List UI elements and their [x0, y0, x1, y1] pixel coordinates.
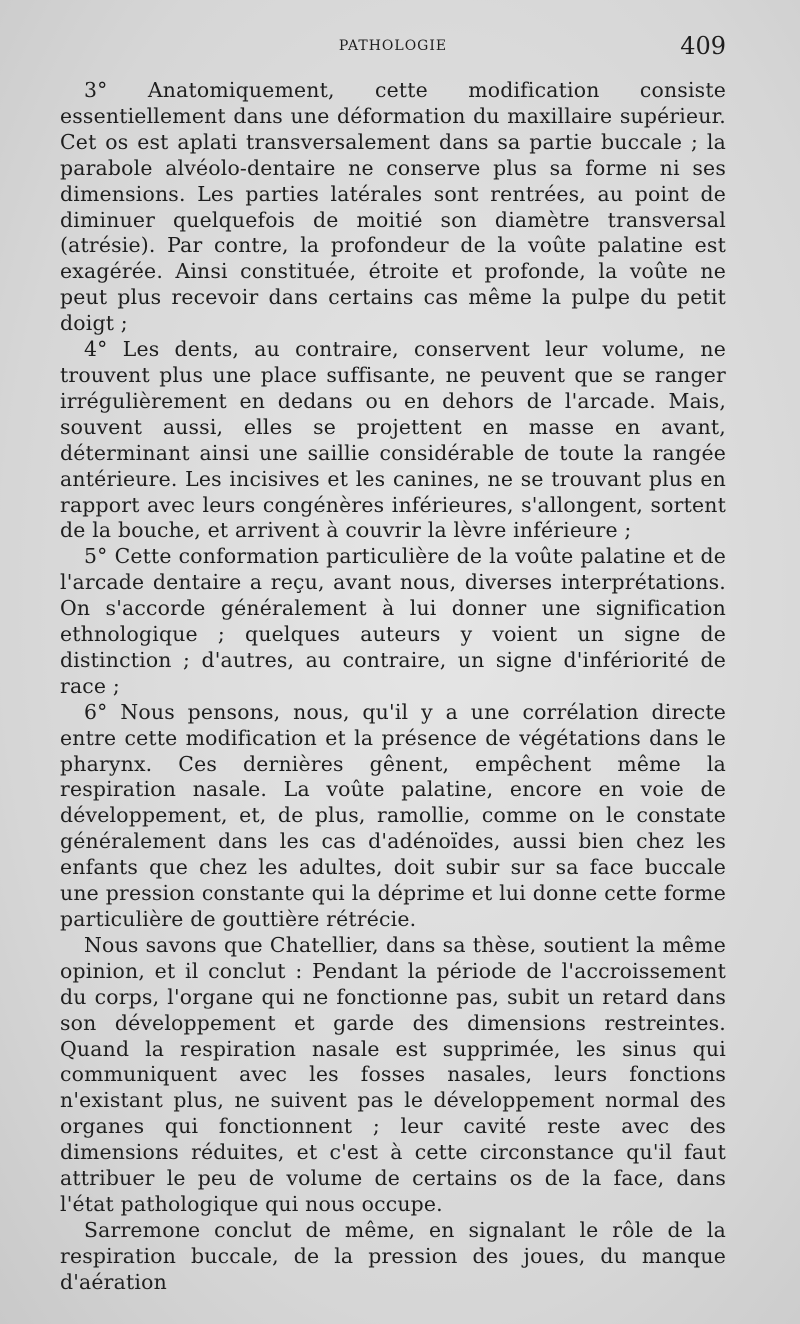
paragraph-4: 4° Les dents, au contraire, conservent leur volume, ne trouvent plus une place suffisante, ne peuvent que se ranger irrégulièrement en dedans ou en dehors de l'arcade. Mais, souvent aussi, elles se projettent en masse en avant, déterminant ainsi une saillie considérable de toute la rangée antérieure. Les incisives et les canines, ne se trouvant plus en rapport avec leurs congénères inférieures, s'allongent, sortent de la bouche, et arrivent à couvrir la lèvre inférieure ;: [60, 337, 726, 543]
body-text: [60, 78, 726, 1296]
paragraph-sarremone: Sarremone conclut de même, en signalant le rôle de la respiration buccale, de la pression des joues, du manque d'aération: [60, 1217, 726, 1294]
running-head: PATHOLOGIE: [338, 38, 448, 54]
page-number: 409: [680, 32, 726, 60]
paragraph-3: 3° Anatomiquement, cette modification consiste essentiellement dans une déformation du maxillaire supérieur. Cet os est aplati transversalement dans sa partie buccale ; la parabole alvéolo-dentaire ne conserve plus sa forme ni ses dimensions. Les parties latérales sont rentrées, au point de diminuer quelquefois de moitié son diamètre transversal (atrésie). Par contre, la profondeur de la voûte palatine est exagérée. Ainsi constituée, étroite et profonde, la voûte ne peut plus recevoir dans certains cas même la pulpe du petit doigt ;: [60, 78, 726, 336]
paragraph-5: 5° Cette conformation particulière de la voûte palatine et de l'arcade dentaire a reçu, avant nous, diverses interprétations. On s'accorde généralement à lui donner une signification ethnologique ; quelques auteurs y voient un signe de distinction ; d'autres, au contraire, un signe d'infériorité de race ;: [60, 544, 726, 698]
paragraph-6: 6° Nous pensons, nous, qu'il y a une corrélation directe entre cette modification et la présence de végétations dans le pharynx. Ces dernières gênent, empêchent même la respiration nasale. La voûte palatine, encore en voie de développement, et, de plus, ramollie, comme on le constate généralement dans les cas d'adénoïdes, aussi bien chez les enfants que chez les adultes, doit subir sur sa face buccale une pression constante qui la déprime et lui donne cette forme particulière de gouttière rétrécie.: [60, 699, 726, 931]
paragraph-chatellier: Nous savons que Chatellier, dans sa thèse, soutient la même opinion, et il conclut : Pendant la période de l'accroissement du corps, l'organe qui ne fonctionne pas, subit un retard dans son développement et garde des dimensions restreintes. Quand la respiration nasale est supprimée, les sinus qui communiquent avec les fosses nasales, leurs fonctions n'existant plus, ne suivent pas le développement normal des organes qui fonctionnent ; leur cavité reste avec des dimensions réduites, et c'est à cette circonstance qu'il faut attribuer le peu de volume de certains os de la face, dans l'état pathologique qui nous occupe.: [60, 932, 726, 1216]
page-header: [60, 32, 726, 62]
